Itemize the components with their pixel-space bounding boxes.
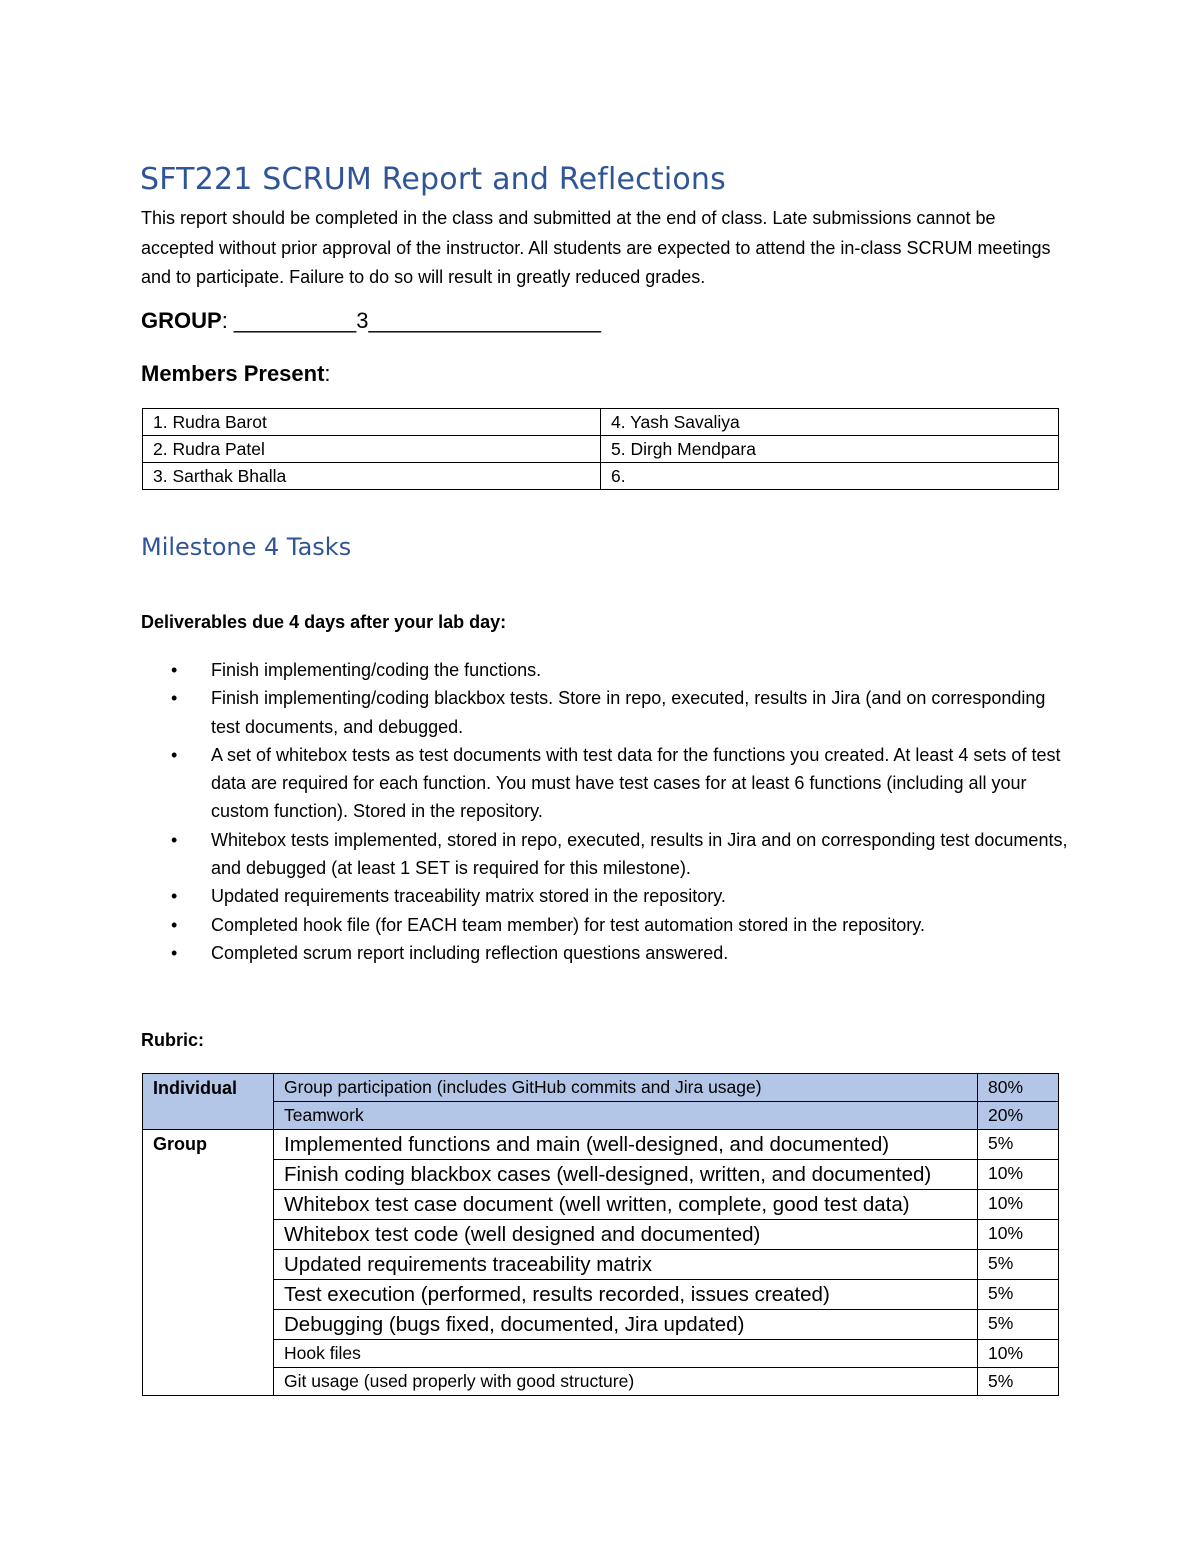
- group-separator: :: [221, 308, 234, 333]
- rubric-table: [142, 1073, 1059, 1396]
- category-group: Group: [143, 1130, 274, 1396]
- members-table: [142, 408, 1059, 490]
- list-item: • Finish implementing/coding the functions.: [141, 656, 1071, 684]
- members-row: [143, 409, 1059, 436]
- table-row: [143, 1220, 1059, 1250]
- members-row: [143, 436, 1059, 463]
- list-item: • Finish implementing/coding blackbox tests. Store in repo, executed, results in Jira (and on corresponding test documents, and debugged.: [141, 684, 1071, 741]
- group-line: [141, 308, 601, 334]
- members-row: [143, 463, 1059, 490]
- bullet-icon: •: [171, 914, 178, 935]
- criterion-cell: Implemented functions and main (well-designed, and documented): [274, 1130, 978, 1160]
- criterion-cell: Updated requirements traceability matrix: [274, 1250, 978, 1280]
- weight-cell: 10%: [978, 1220, 1059, 1250]
- table-row: [143, 1074, 1059, 1102]
- criterion-cell: Finish coding blackbox cases (well-designed, written, and documented): [274, 1160, 978, 1190]
- bullet-icon: •: [171, 829, 178, 850]
- table-row: [143, 1160, 1059, 1190]
- criterion-cell: Test execution (performed, results recorded, issues created): [274, 1280, 978, 1310]
- member-cell: 3. Sarthak Bhalla: [143, 463, 601, 490]
- weight-cell: 5%: [978, 1310, 1059, 1340]
- bullet-icon: •: [171, 660, 178, 680]
- table-row: [143, 1250, 1059, 1280]
- member-cell: 6.: [601, 463, 1059, 490]
- group-value: __________3___________________: [233, 308, 601, 333]
- weight-cell: 5%: [978, 1368, 1059, 1396]
- rubric-heading: Rubric:: [141, 1030, 204, 1050]
- table-row: [143, 1130, 1059, 1160]
- group-label: GROUP: [141, 308, 222, 333]
- table-row: [143, 1310, 1059, 1340]
- milestone-heading: Milestone 4 Tasks: [141, 533, 352, 561]
- table-row: [143, 1340, 1059, 1368]
- criterion-cell: Hook files: [274, 1340, 978, 1368]
- table-row: [143, 1102, 1059, 1130]
- list-item: • Completed hook file (for EACH team member) for test automation stored in the repository.: [141, 911, 1071, 939]
- weight-cell: 10%: [978, 1190, 1059, 1220]
- weight-cell: 5%: [978, 1250, 1059, 1280]
- intro-paragraph: This report should be completed in the class and submitted at the end of class. Late submissions cannot be accepted without prior approval of the instructor. All students are expected to attend the in-class SCRUM meetings and to participate. Failure to do so will result in greatly reduced grades.: [141, 208, 1051, 287]
- table-row: [143, 1368, 1059, 1396]
- criterion-cell: Debugging (bugs fixed, documented, Jira updated): [274, 1310, 978, 1340]
- criterion-cell: Whitebox test case document (well written, complete, good test data): [274, 1190, 978, 1220]
- member-cell: 1. Rudra Barot: [143, 409, 601, 436]
- list-item: • Completed scrum report including reflection questions answered.: [141, 939, 1071, 967]
- weight-cell: 80%: [978, 1074, 1059, 1102]
- list-item: • Whitebox tests implemented, stored in repo, executed, results in Jira and on corresponding test documents, and debugged (at least 1 SET is required for this milestone).: [141, 826, 1071, 883]
- table-row: [143, 1280, 1059, 1310]
- members-heading: Members Present:: [141, 361, 331, 386]
- criterion-cell: Whitebox test code (well designed and documented): [274, 1220, 978, 1250]
- bullet-icon: •: [171, 886, 178, 907]
- weight-cell: 10%: [978, 1160, 1059, 1190]
- member-cell: 5. Dirgh Mendpara: [601, 436, 1059, 463]
- criterion-cell: Git usage (used properly with good structure): [274, 1368, 978, 1396]
- category-individual: Individual: [143, 1074, 274, 1130]
- deliverables-heading: Deliverables due 4 days after your lab day:: [141, 612, 507, 632]
- weight-cell: 5%: [978, 1130, 1059, 1160]
- bullet-icon: •: [171, 744, 178, 765]
- member-cell: 2. Rudra Patel: [143, 436, 601, 463]
- criterion-cell: Teamwork: [274, 1102, 978, 1130]
- bullet-icon: •: [171, 688, 178, 709]
- weight-cell: 20%: [978, 1102, 1059, 1130]
- member-cell: 4. Yash Savaliya: [601, 409, 1059, 436]
- deliverables-list: [141, 656, 1071, 967]
- weight-cell: 10%: [978, 1340, 1059, 1368]
- criterion-cell: Group participation (includes GitHub commits and Jira usage): [274, 1074, 978, 1102]
- weight-cell: 5%: [978, 1280, 1059, 1310]
- document-title: SFT221 SCRUM Report and Reflections: [140, 162, 726, 197]
- list-item: • Updated requirements traceability matrix stored in the repository.: [141, 882, 1071, 910]
- list-item: • A set of whitebox tests as test documents with test data for the functions you created. At least 4 sets of test data are required for each function. You must have test cases for at least 6 functions (including all your custom function). Stored in the repository.: [141, 741, 1071, 826]
- table-row: [143, 1190, 1059, 1220]
- bullet-icon: •: [171, 942, 178, 963]
